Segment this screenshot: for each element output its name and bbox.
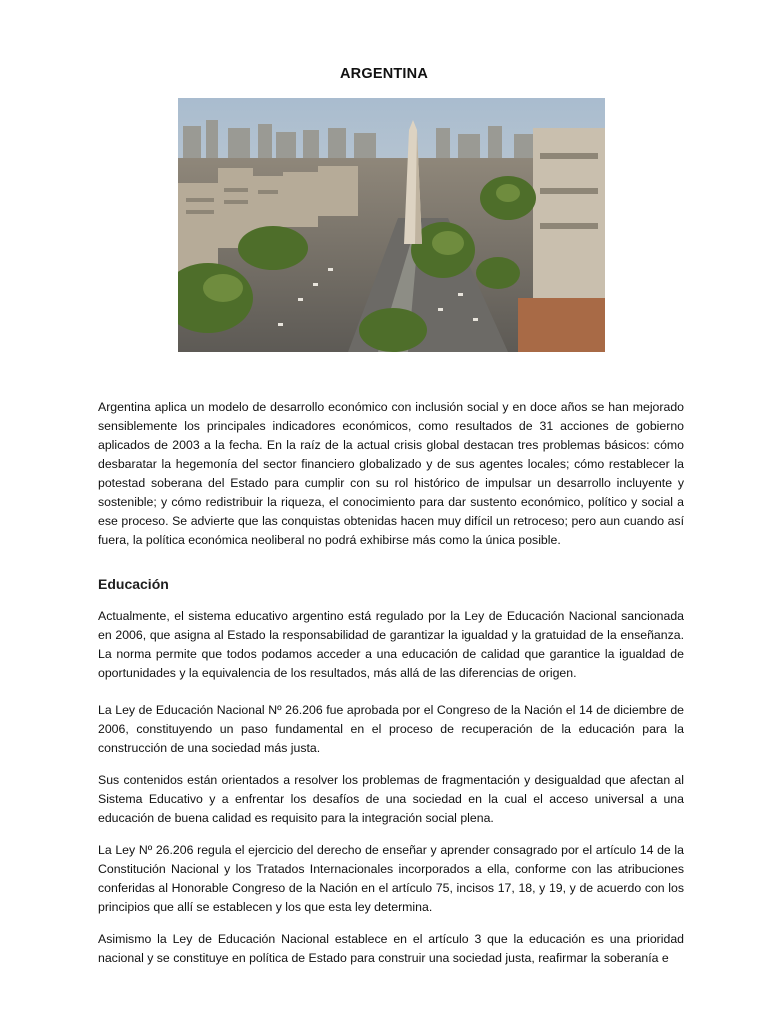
paragraph-3: Sus contenidos están orientados a resolver los problemas de fragmentación y desigualdad que afectan al Sistema Educativo y a enfrentar los desafíos de una sociedad en la cual el acceso universal a una educación de buena calidad es requisito para la integración social plena.: [98, 773, 684, 825]
city-photo: [178, 98, 605, 352]
paragraph-1: Actualmente, el sistema educativo argentino está regulado por la Ley de Educación Nacional sancionada en 2006, que asigna al Estado la responsabilidad de garantizar la igualdad y la gratuidad de la enseñanza. La norma permite que todos podamos acceder a una educación de calidad que garantice la igualdad de oportunidades y la equivalencia de los resultados, más allá de las diferencias de origen.: [98, 609, 684, 680]
paragraph-5: Asimismo la Ley de Educación Nacional establece en el artículo 3 que la educación es una prioridad nacional y se constituye en política de Estado para construir una sociedad justa, reafirmar la soberanía e: [98, 932, 684, 965]
intro-paragraph: Argentina aplica un modelo de desarrollo económico con inclusión social y en doce años se han mejorado sensiblemente los principales indicadores económicos, como resultados de 31 acciones de gobierno aplicados de 2003 a la fecha. En la raíz de la actual crisis global destacan tres problemas básicos: cómo desbaratar la hegemonía del sector financiero globalizado y de sus agentes locales; cómo restablecer la potestad soberana del Estado para cumplir con su rol histórico de impulsar un desarrollo incluyente y sostenible; y cómo redistribuir la riqueza, el conocimiento para dar sustento económico, político y social a ese proceso. Se advierte que las conquistas obtenidas hacen muy difícil un retroceso; pero aun cuando así fuera, la política económica neoliberal no podrá exhibirse más como la única posible.: [98, 400, 684, 547]
paragraph-2: La Ley de Educación Nacional Nº 26.206 fue aprobada por el Congreso de la Nación el 14 de diciembre de 2006, constituyendo un paso fundamental en el proceso de recuperación de la educación para la construcción de una sociedad más justa.: [98, 703, 684, 755]
paragraph-4: La Ley Nº 26.206 regula el ejercicio del derecho de enseñar y aprender consagrado por el artículo 14 de la Constitución Nacional y los Tratados Internacionales incorporados a ella, conforme con las atribuciones conferidas al Honorable Congreso de la Nación en el artículo 75, incisos 17, 18, y 19, y de acuerdo con los principios que allí se establecen y los que esta ley determina.: [98, 843, 684, 914]
section-heading: Educación: [98, 576, 169, 592]
document-title: ARGENTINA: [340, 66, 428, 82]
